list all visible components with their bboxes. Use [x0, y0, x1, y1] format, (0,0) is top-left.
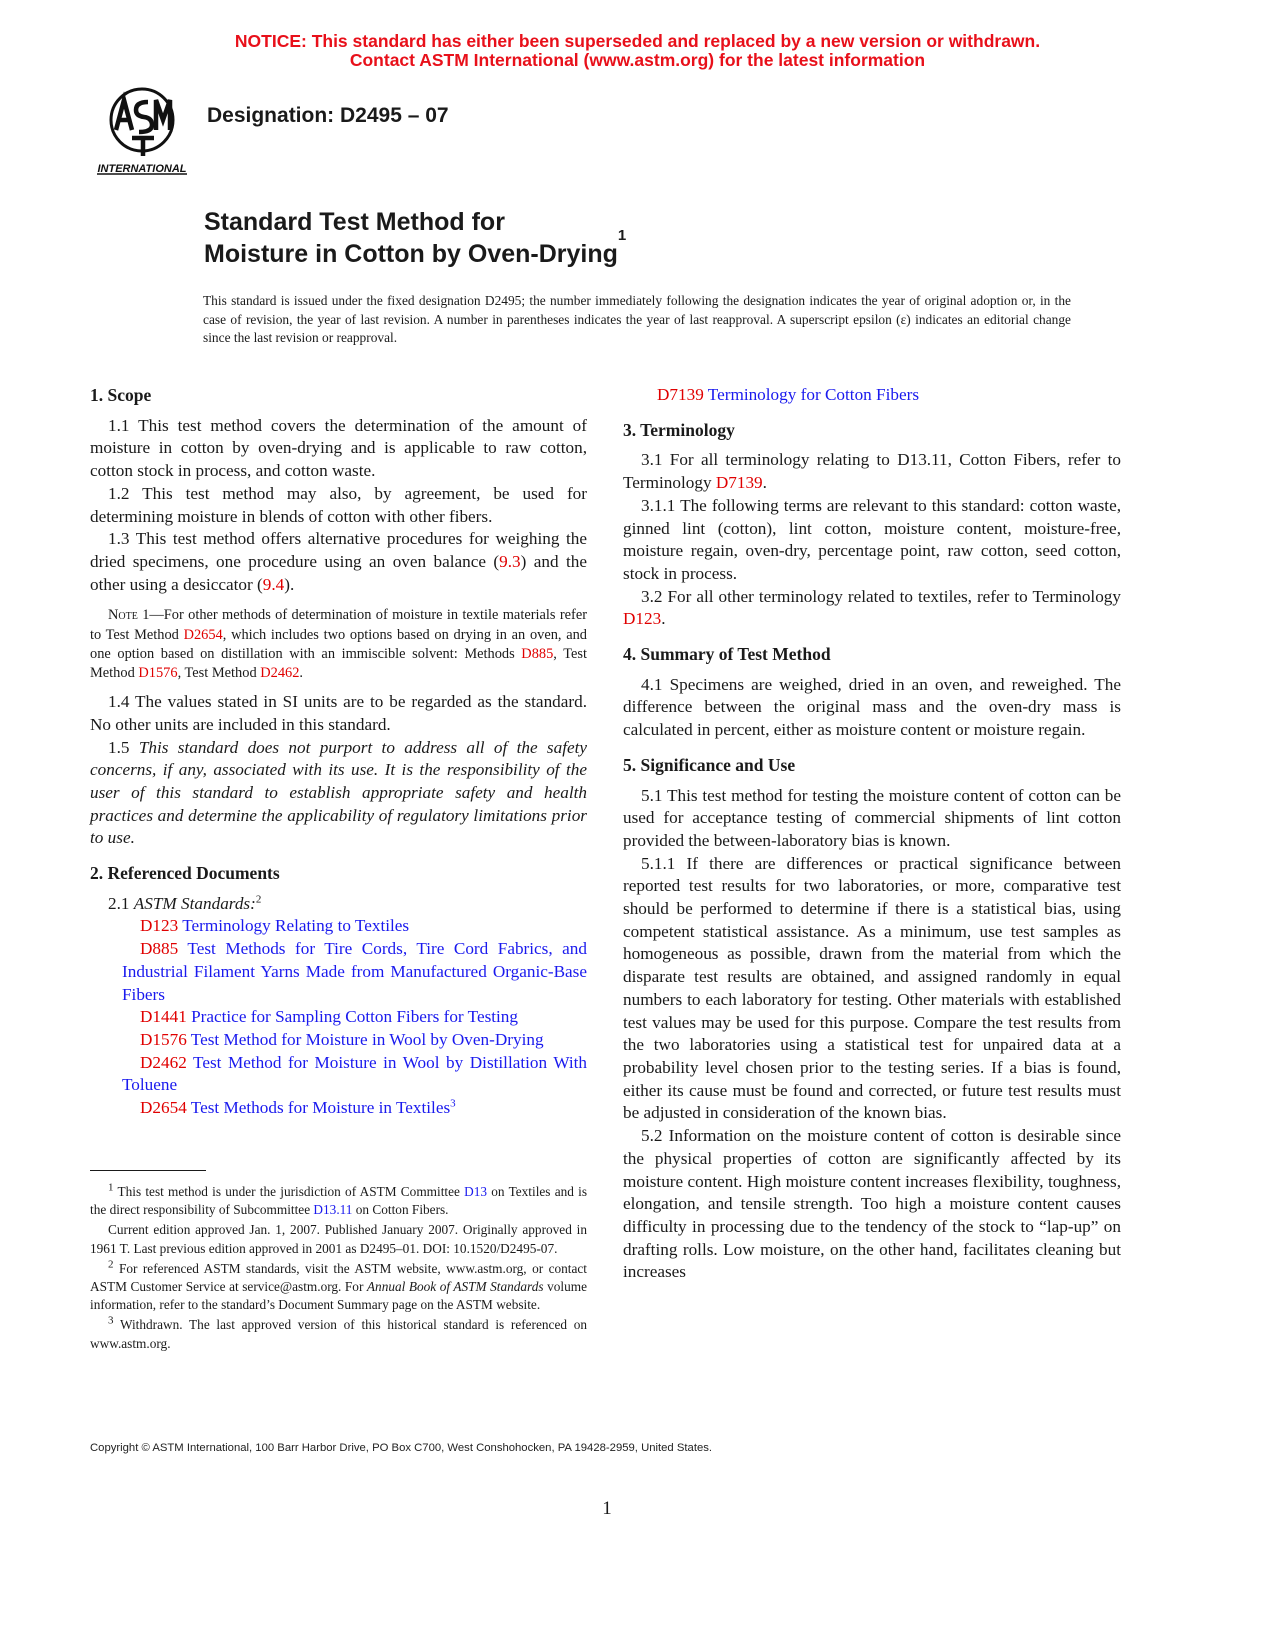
- title-footnote-ref[interactable]: 1: [617, 227, 627, 244]
- para-4-1: 4.1 Specimens are weighed, dried in an oven, and reweighed. The difference between the original mass and the oven-dry mass is calculated in percent, either as moisture content or moisture regain.: [623, 674, 1121, 740]
- para-5-1: 5.1 This test method for testing the moisture content of cotton can be used for acceptance testing of commercial shipments of lint cotton provided the between-laboratory bias is known.: [623, 785, 1121, 850]
- link-d2654[interactable]: D2654: [183, 626, 223, 643]
- ref-item[interactable]: D2654 Test Methods for Moisture in Textiles$^3$: [140, 1097, 456, 1118]
- para-1-1: 1.1 This test method covers the determination of the amount of moisture in cotton by oven-drying and is applicable to raw cotton, cotton stock in process, and cotton waste.: [90, 415, 587, 481]
- ref-item[interactable]: D123 Terminology Relating to Textiles: [140, 916, 410, 936]
- link-d1576[interactable]: D1576: [138, 664, 178, 681]
- para-3-1: 3.1 For all terminology relating to D13.11, Cotton Fibers, refer to Terminology D7139.: [623, 450, 1121, 493]
- astm-logo-icon: [92, 86, 192, 178]
- footnote-3: $^3$ Withdrawn. The last approved version of this historical standard is referenced on www.astm.org.: [90, 1315, 587, 1351]
- footnote-1: $^1$ This test method is under the jurisdiction of ASTM Committee D13 on Textiles and is the direct responsibility of Subcommittee D13.11 on Cotton Fibers.: [90, 1181, 588, 1218]
- para-3-1-1: 3.1.1 The following terms are relevant to this standard: cotton waste, ginned lint (cotton), lint cotton, moisture content, moisture-free, moisture regain, oven-dry, percentage point, raw cotton, seed cotton, stock in process.: [623, 495, 1121, 583]
- notice-line-2: Contact ASTM International (www.astm.org) for the latest information: [349, 50, 926, 70]
- footnote-2: $^2$ For referenced ASTM standards, visit the ASTM website, www.astm.org, or contact ASTM Customer Service at service@astm.org. For Annual Book of ASTM Standards volume information, refer to the standard’s Document Summary page on the ASTM website.: [90, 1258, 587, 1313]
- right-column: [623, 384, 1121, 1284]
- ref-item[interactable]: D885 Test Methods for Tire Cords, Tire Cord Fabrics, and Industrial Filament Yarns Made from Manufactured Organic-Base Fibers: [122, 939, 587, 1004]
- para-2-1: 2.1 ASTM Standards:$^2$: [108, 893, 262, 913]
- title-line-2: Moisture in Cotton by Oven-Drying$^1$: [204, 227, 627, 268]
- link-d7139[interactable]: D7139: [715, 473, 763, 493]
- logo-word: INTERNATIONAL: [97, 163, 187, 175]
- ref-item[interactable]: D2462 Test Method for Moisture in Wool by Distillation With Toluene: [122, 1052, 587, 1095]
- footnote-1-edition: Current edition approved Jan. 1, 2007. Published January 2007. Originally approved in 1961 T. Last previous edition approved in 2001 as D2495–01. DOI: 10.1520/D2495-07.: [90, 1222, 587, 1256]
- note-1: Note 1—For other methods of determination of moisture in textile materials refer to Test Method D2654, which includes two options based on drying in an oven, and one option based on distillation with an immiscible solvent: Methods D885, Test Method D1576, Test Method D2462.: [90, 607, 587, 681]
- page-number: 1: [602, 1498, 612, 1519]
- footnote-divider: [90, 1170, 206, 1171]
- section-heading-referenced: 2. Referenced Documents: [90, 863, 280, 884]
- withdrawal-notice: [0, 32, 1275, 70]
- section-heading-summary: 4. Summary of Test Method: [623, 644, 831, 665]
- preamble: This standard is issued under the fixed designation D2495; the number immediately following the designation indicates the year of original adoption or, in the case of revision, the year of last revision. A number in parentheses indicates the year of last reapproval. A superscript epsilon (ε) indicates an editorial change since the last revision or reapproval.: [203, 293, 1071, 345]
- notice-line-1: NOTICE: This standard has either been superseded and replaced by a new version or withdrawn.: [234, 31, 1041, 51]
- link-d885[interactable]: D885: [521, 645, 554, 662]
- page-title: [204, 206, 626, 270]
- para-1-4: 1.4 The values stated in SI units are to be regarded as the standard. No other units are included in this standard.: [90, 692, 587, 734]
- designation: Designation: D2495 – 07: [207, 104, 449, 127]
- para-3-2: 3.2 For all other terminology related to textiles, refer to Terminology D123.: [623, 586, 1121, 629]
- link-9-3[interactable]: 9.3: [499, 551, 521, 571]
- link-d123[interactable]: D123: [623, 609, 662, 629]
- title-line-1: Standard Test Method for: [204, 208, 505, 236]
- footnotes: [90, 1183, 587, 1353]
- section-heading-terminology: 3. Terminology: [623, 419, 735, 440]
- link-d2462[interactable]: D2462: [260, 664, 300, 681]
- ref-item[interactable]: D1441 Practice for Sampling Cotton Fibers for Testing: [140, 1007, 518, 1027]
- link-9-4[interactable]: 9.4: [262, 574, 285, 594]
- para-5-1-1: 5.1.1 If there are differences or practical significance between reported test results for two laboratories, or more, comparative test should be performed to determine if there is a statistical bias, using competent statistical assistance. As a minimum, use test samples as homogeneous as possible, drawn from the material from which the disparate test results are obtained, and assigned randomly in equal numbers to each laboratory for testing. Other materials with established test values may be used for this purpose. Compare the test results from the two laboratories using a statistical test for unpaired data at a probability level chosen prior to the testing series. If a bias is found, either its cause must be found and corrected, or future test results must be adjusted in consideration of the known bias.: [623, 853, 1121, 1123]
- copyright: Copyright © ASTM International, 100 Barr Harbor Drive, PO Box C700, West Conshohocken, PA 19428-2959, United States.: [90, 1442, 713, 1454]
- section-heading-significance: 5. Significance and Use: [623, 754, 796, 775]
- para-5-2: 5.2 Information on the moisture content of cotton is desirable since the physical properties of cotton are significantly affected by its moisture content. High moisture content increases flexibility, toughness, elongation, and tensile strength. Too high a moisture content causes difficulty in processing due to the tendency of the stock to “lap-up” on drafting rolls. Low moisture, on the other hand, facilitates cleaning but increases: [623, 1126, 1121, 1282]
- para-1-2: 1.2 This test method may also, by agreement, be used for determining moisture in blends of cotton with other fibers.: [90, 483, 587, 526]
- left-column: [90, 384, 587, 1120]
- ref-item[interactable]: D1576 Test Method for Moisture in Wool by Oven-Drying: [140, 1029, 544, 1049]
- para-1-3: 1.3 This test method offers alternative procedures for weighing the dried specimens, one procedure using an oven balance (9.3) and the other using a desiccator (9.4).: [90, 529, 587, 594]
- para-1-5: 1.5 This standard does not purport to address all of the safety concerns, if any, associated with its use. It is the responsibility of the user of this standard to establish appropriate safety and health practices and determine the applicability of regulatory limitations prior to use.: [90, 737, 587, 848]
- link-d13-11[interactable]: D13.11: [313, 1202, 353, 1218]
- link-d13[interactable]: D13: [464, 1184, 488, 1199]
- ref-item[interactable]: D7139 Terminology for Cotton Fibers: [657, 385, 920, 404]
- section-heading-scope: 1. Scope: [90, 385, 152, 405]
